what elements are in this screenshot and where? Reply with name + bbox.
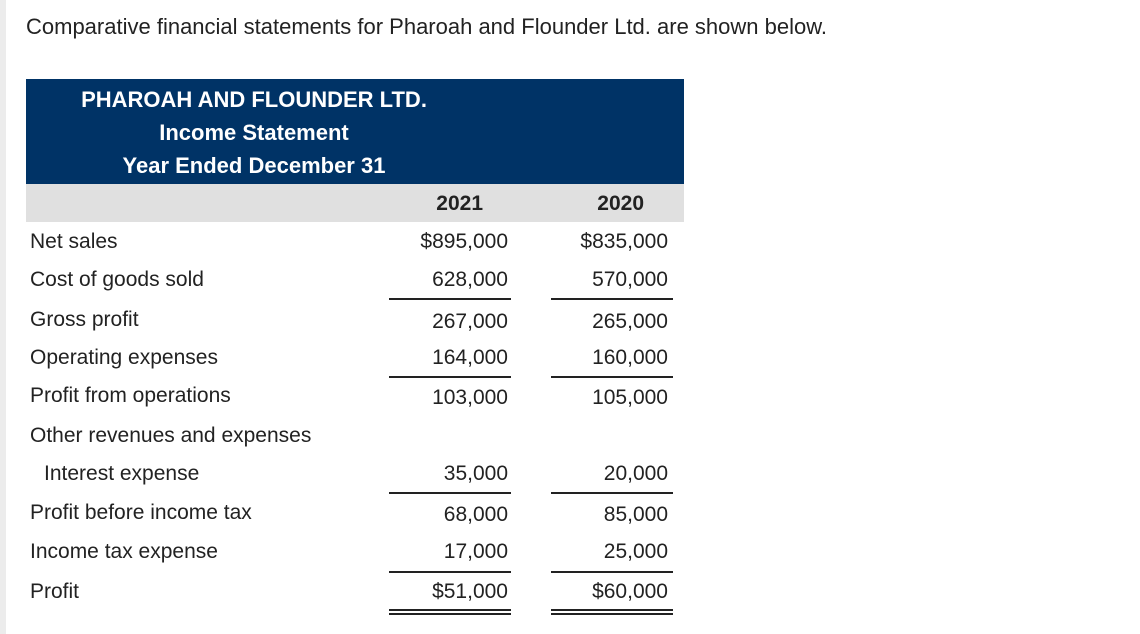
operating-expenses-2021: 164,000	[432, 346, 508, 369]
subtotal-rule	[389, 571, 511, 573]
subtotal-rule	[551, 298, 673, 300]
double-rule-top	[389, 609, 511, 611]
row-label-cogs: Cost of goods sold	[30, 268, 204, 291]
statement-header	[26, 79, 684, 184]
interest-expense-2020: 20,000	[603, 462, 668, 485]
subtotal-rule	[551, 492, 673, 494]
net-sales-2020: $835,000	[580, 230, 668, 253]
subtotal-rule	[389, 298, 511, 300]
income-tax-expense-2020: 25,000	[603, 540, 668, 563]
profit-2020: $60,000	[592, 580, 668, 603]
subtotal-rule	[389, 376, 511, 378]
double-rule-bottom	[389, 613, 511, 615]
row-label-operating-expenses: Operating expenses	[30, 346, 218, 369]
row-label-profit-from-operations: Profit from operations	[30, 384, 231, 407]
interest-expense-2021: 35,000	[443, 462, 508, 485]
income-tax-expense-2021: 17,000	[443, 540, 508, 563]
row-label-gross-profit: Gross profit	[30, 308, 139, 331]
gross-profit-2021: 267,000	[432, 310, 508, 333]
operating-expenses-2020: 160,000	[592, 346, 668, 369]
row-label-profit-before-tax: Profit before income tax	[30, 501, 252, 524]
row-label-other-revenues-expenses: Other revenues and expenses	[30, 424, 312, 447]
profit-from-operations-2021: 103,000	[432, 386, 508, 409]
subtotal-rule	[389, 492, 511, 494]
subtotal-rule	[551, 376, 673, 378]
row-label-net-sales: Net sales	[30, 230, 118, 253]
row-label-interest-expense: Interest expense	[44, 462, 200, 485]
intro-text: Comparative financial statements for Pharoah and Flounder Ltd. are shown below.	[26, 14, 828, 39]
profit-before-tax-2021: 68,000	[443, 503, 508, 526]
statement-period: Year Ended December 31	[122, 153, 386, 178]
double-rule-top	[551, 609, 673, 611]
row-label-profit: Profit	[30, 580, 80, 603]
statement-title: Income Statement	[159, 120, 349, 145]
row-label-income-tax-expense: Income tax expense	[30, 540, 218, 563]
company-name: PHAROAH AND FLOUNDER LTD.	[81, 87, 427, 112]
subtotal-rule	[551, 571, 673, 573]
year-2020: 2020	[597, 192, 644, 215]
year-2021: 2021	[436, 192, 483, 215]
cogs-2021: 628,000	[432, 268, 508, 291]
profit-before-tax-2020: 85,000	[603, 503, 668, 526]
profit-2021: $51,000	[432, 580, 508, 603]
cogs-2020: 570,000	[592, 268, 668, 291]
page-left-border	[0, 0, 6, 634]
net-sales-2021: $895,000	[420, 230, 508, 253]
profit-from-operations-2020: 105,000	[592, 386, 668, 409]
double-rule-bottom	[551, 613, 673, 615]
year-header-row	[26, 184, 684, 222]
gross-profit-2020: 265,000	[592, 310, 668, 333]
